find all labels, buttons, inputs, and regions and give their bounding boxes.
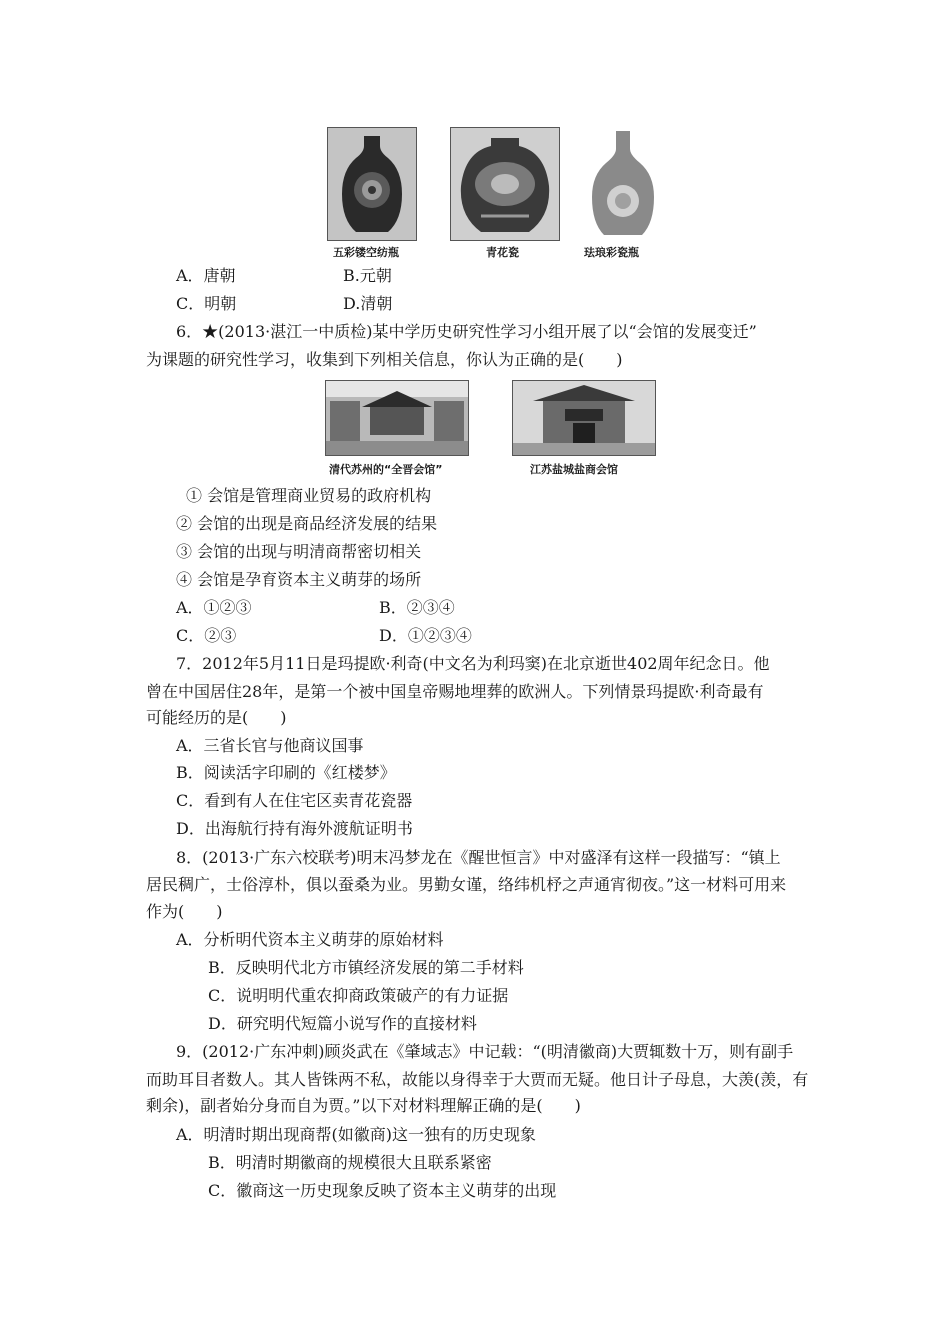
vase-caption-3: 珐琅彩瓷瓶 [584, 246, 639, 259]
q7-stem-line-1: 7．2012年5月11日是玛提欧·利奇(中文名为利玛窦)在北京逝世402周年纪念日。他 [176, 654, 770, 673]
q7-option-a: A．三省长官与他商议国事 [176, 736, 364, 755]
q9-stem-line-3: 剩余)，副者始分身而自为贾。”以下对材料理解正确的是( ) [146, 1096, 581, 1115]
q7-option-d: D．出海航行持有海外渡航证明书 [176, 819, 413, 838]
guild-hall-caption-2: 江苏盐城盐商会馆 [530, 463, 618, 476]
q5-option-b: B.元朝 [343, 266, 392, 285]
q6-stem-line-1: 6．★(2013·湛江一中质检)某中学历史研究性学习小组开展了以“会馆的发展变迁” [176, 322, 757, 341]
q8-option-c: C．说明明代重农抑商政策破产的有力证据 [208, 986, 509, 1005]
q7-option-b: B．阅读活字印刷的《红楼梦》 [176, 763, 396, 782]
q7-option-c: C．看到有人在住宅区卖青花瓷器 [176, 791, 413, 810]
vase-photo-1 [327, 127, 417, 241]
q9-stem-line-1: 9．(2012·广东冲刺)顾炎武在《肇域志》中记载：“(明清徽商)大贾辄数十万，则有副手 [176, 1042, 794, 1061]
q6-stem-line-2: 为课题的研究性学习，收集到下列相关信息，你认为正确的是( ) [146, 350, 623, 369]
q6-option-d: D．①②③④ [379, 626, 472, 645]
vase-caption-2: 青花瓷 [486, 246, 519, 259]
guild-hall-photo-1 [325, 380, 469, 456]
q7-stem-line-3: 可能经历的是( ) [146, 708, 287, 727]
q7-stem-line-2: 曾在中国居住28年，是第一个被中国皇帝赐地埋葬的欧洲人。下列情景玛提欧·利奇最有 [146, 682, 764, 701]
q8-stem-line-1: 8．(2013·广东六校联考)明末冯梦龙在《醒世恒言》中对盛泽有这样一段描写：“镇上 [176, 848, 781, 867]
vase-photo-2 [450, 127, 560, 241]
q8-stem-line-2: 居民稠广，士俗淳朴，俱以蚕桑为业。男勤女谨，络纬机杼之声通宵彻夜。”这一材料可用来 [146, 875, 787, 894]
q9-option-c: C．徽商这一历史现象反映了资本主义萌芽的出现 [208, 1181, 557, 1200]
q8-stem-line-3: 作为( ) [146, 902, 223, 921]
q8-option-d: D．研究明代短篇小说写作的直接材料 [208, 1014, 477, 1033]
vase-caption-1: 五彩镂空纺瓶 [333, 246, 399, 259]
q6-statement-2: ② 会馆的出现是商品经济发展的结果 [176, 514, 438, 533]
q5-option-c: C．明朝 [176, 294, 237, 313]
q8-option-b: B．反映明代北方市镇经济发展的第二手材料 [208, 958, 524, 977]
q6-statement-4: ④ 会馆是孕育资本主义萌芽的场所 [176, 570, 422, 589]
q9-option-b: B．明清时期徽商的规模很大且联系紧密 [208, 1153, 492, 1172]
q6-option-a: A．①②③ [176, 598, 252, 617]
vase-photo-3 [586, 127, 660, 239]
q6-statement-1: ① 会馆是管理商业贸易的政府机构 [186, 486, 432, 505]
q9-stem-line-2: 而助耳目者数人。其人皆铢两不私，故能以身得幸于大贾而无疑。他日计子母息，大羡(羡，有 [146, 1070, 809, 1089]
q5-option-d: D.清朝 [343, 294, 393, 313]
q8-option-a: A．分析明代资本主义萌芽的原始材料 [176, 930, 444, 949]
q6-option-b: B．②③④ [379, 598, 455, 617]
guild-hall-photo-2 [512, 380, 656, 456]
q9-option-a: A．明清时期出现商帮(如徽商)这一独有的历史现象 [176, 1125, 537, 1144]
q5-option-a: A．唐朝 [176, 266, 236, 285]
guild-hall-caption-1: 清代苏州的“全晋会馆” [329, 463, 443, 476]
q6-statement-3: ③ 会馆的出现与明清商帮密切相关 [176, 542, 422, 561]
q6-option-c: C．②③ [176, 626, 237, 645]
